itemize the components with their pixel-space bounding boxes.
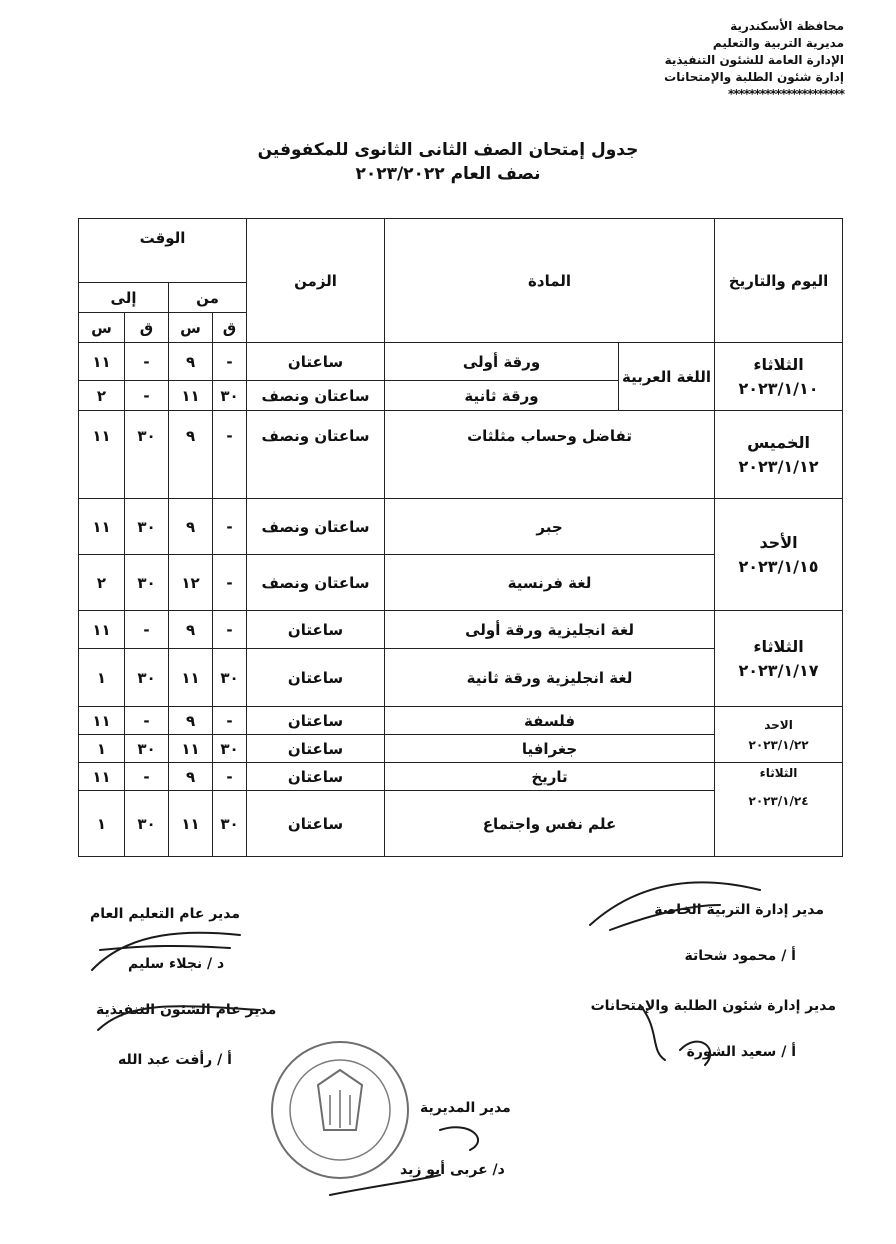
duration-cell: ساعتان [247, 735, 385, 763]
from-hours: ١١ [169, 381, 213, 411]
from-minutes: - [213, 763, 247, 791]
from-hours: ٩ [169, 499, 213, 555]
from-minutes: ٣٠ [213, 791, 247, 857]
to-hours: ١ [79, 735, 125, 763]
header-line-1: محافظة الأسكندرية [730, 19, 844, 33]
to-minutes: ٣٠ [125, 499, 169, 555]
subject-cell: تاريخ [385, 763, 715, 791]
from-minutes: ٣٠ [213, 649, 247, 707]
signature-stroke-4 [98, 1006, 260, 1030]
to-hours: ٢ [79, 555, 125, 611]
day-date: ٢٠٢٣/١/٢٢ [748, 737, 809, 752]
header-from-minutes: ق [213, 313, 247, 343]
arabic-group-cell: اللغة العربية [619, 343, 715, 411]
page-subtitle: نصف العام ٢٠٢٣/٢٠٢٢ [355, 164, 541, 184]
from-minutes: - [213, 411, 247, 499]
signature-stroke-5 [330, 1127, 478, 1195]
subject-cell: علم نفس واجتماع [385, 791, 715, 857]
from-hours: ١١ [169, 735, 213, 763]
header-from: من [169, 283, 247, 313]
header-duration: الزمن [247, 219, 385, 343]
from-hours: ٩ [169, 763, 213, 791]
special-education-director-name: أ / محمود شحاتة [684, 948, 796, 964]
subject-cell: تفاضل وحساب مثلثات [385, 411, 715, 499]
subject-cell: ورقة ثانية [385, 381, 619, 411]
from-minutes: - [213, 343, 247, 381]
header-line-2: مديرية التربية والتعليم [712, 36, 844, 50]
duration-cell: ساعتان [247, 791, 385, 857]
signature-stroke-3 [640, 1005, 710, 1065]
header-line-3: الإدارة العامة للشئون التنفيذية [664, 53, 844, 67]
executive-affairs-director-name: أ / رأفت عبد الله [118, 1052, 232, 1068]
to-minutes: - [125, 707, 169, 735]
special-education-director-title: مدير إدارة التربية الخاصة [654, 902, 824, 918]
duration-cell: ساعتان [247, 649, 385, 707]
directorate-head-name: د/ عربى أبو زيد [400, 1162, 505, 1178]
official-seal [272, 1042, 408, 1178]
day-date: ٢٠٢٣/١/٢٤ [748, 794, 809, 808]
day-date: ٢٠٢٣/١/١٧ [738, 660, 819, 680]
signature-stroke-2 [92, 933, 240, 970]
to-hours: ١١ [79, 499, 125, 555]
subject-cell: ورقة أولى [385, 343, 619, 381]
duration-cell: ساعتان [247, 343, 385, 381]
duration-cell: ساعتان ونصف [247, 381, 385, 411]
from-hours: ٩ [169, 611, 213, 649]
to-hours: ١١ [79, 411, 125, 499]
header-time: الوقت [79, 219, 247, 283]
students-affairs-director-name: أ / سعيد الشورة [686, 1044, 796, 1060]
header-to-hours: س [79, 313, 125, 343]
day-date: ٢٠٢٣/١/١٢ [738, 456, 819, 476]
day-date: ٢٠٢٣/١/١٥ [738, 556, 819, 576]
to-minutes: - [125, 763, 169, 791]
header-subject: المادة [385, 219, 715, 343]
to-hours: ١١ [79, 763, 125, 791]
signature-stroke-1 [590, 882, 760, 930]
to-hours: ١١ [79, 343, 125, 381]
from-hours: ١١ [169, 791, 213, 857]
duration-cell: ساعتان ونصف [247, 555, 385, 611]
subject-cell: جبر [385, 499, 715, 555]
subject-cell: لغة انجليزية ورقة أولى [385, 611, 715, 649]
header-day-date: اليوم والتاريخ [715, 219, 843, 343]
to-minutes: - [125, 611, 169, 649]
to-minutes: ٣٠ [125, 555, 169, 611]
to-minutes: ٣٠ [125, 791, 169, 857]
from-hours: ٩ [169, 343, 213, 381]
executive-affairs-director-title: مدير عام الشئون التنفيذية [96, 1002, 277, 1018]
to-hours: ١ [79, 791, 125, 857]
duration-cell: ساعتان [247, 763, 385, 791]
page-title: جدول إمتحان الصف الثانى الثانوى للمكفوفين [257, 140, 639, 160]
directorate-head-title: مدير المديرية [420, 1100, 511, 1116]
to-minutes: - [125, 381, 169, 411]
day-name: الخميس [747, 432, 810, 452]
from-minutes: ٣٠ [213, 735, 247, 763]
header-stars: ********************** [727, 87, 844, 101]
day-name: الثلاثاء [753, 354, 804, 374]
header-to: إلى [79, 283, 169, 313]
to-hours: ١١ [79, 611, 125, 649]
duration-cell: ساعتان [247, 611, 385, 649]
duration-cell: ساعتان ونصف [247, 499, 385, 555]
from-hours: ١٢ [169, 555, 213, 611]
day-date: ٢٠٢٣/١/١٠ [738, 378, 819, 398]
from-hours: ٩ [169, 411, 213, 499]
general-education-director-name: د / نجلاء سليم [128, 956, 225, 972]
subject-cell: جغرافيا [385, 735, 715, 763]
day-name: الاحد [764, 717, 793, 732]
to-minutes: ٣٠ [125, 649, 169, 707]
header-line-4: إدارة شئون الطلبة والإمتحانات [664, 70, 844, 84]
general-education-director-title: مدير عام التعليم العام [90, 906, 240, 922]
from-hours: ١١ [169, 649, 213, 707]
from-minutes: - [213, 555, 247, 611]
duration-cell: ساعتان [247, 707, 385, 735]
from-hours: ٩ [169, 707, 213, 735]
header-to-minutes: ق [125, 313, 169, 343]
students-affairs-director-title: مدير إدارة شئون الطلبة والإمتحانات [590, 998, 836, 1014]
day-name: الأحد [759, 532, 798, 552]
day-name: الثلاثاء [759, 766, 798, 780]
from-minutes: ٣٠ [213, 381, 247, 411]
to-minutes: ٣٠ [125, 735, 169, 763]
duration-cell: ساعتان ونصف [247, 411, 385, 499]
from-minutes: - [213, 611, 247, 649]
subject-cell: فلسفة [385, 707, 715, 735]
subject-cell: لغة فرنسية [385, 555, 715, 611]
from-minutes: - [213, 499, 247, 555]
to-hours: ٢ [79, 381, 125, 411]
header-from-hours: س [169, 313, 213, 343]
day-name: الثلاثاء [753, 636, 804, 656]
from-minutes: - [213, 707, 247, 735]
subject-cell: لغة انجليزية ورقة ثانية [385, 649, 715, 707]
to-minutes: - [125, 343, 169, 381]
to-minutes: ٣٠ [125, 411, 169, 499]
to-hours: ١ [79, 649, 125, 707]
to-hours: ١١ [79, 707, 125, 735]
